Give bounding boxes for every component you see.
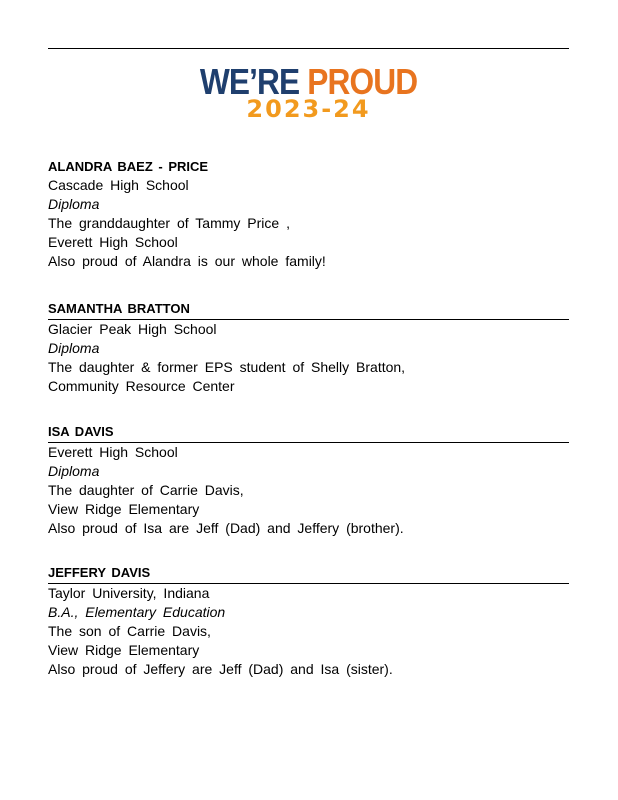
entry-name: JEFFERY DAVIS (48, 565, 151, 580)
entry-note: Also proud of Alandra is our whole family! (48, 253, 326, 269)
entry-name: ISA DAVIS (48, 424, 114, 439)
entry-relation: The son of Carrie Davis, (48, 623, 211, 639)
entry-note: Also proud of Isa are Jeff (Dad) and Jeffery (brother). (48, 520, 404, 536)
entry-degree: Diploma (48, 340, 100, 356)
page (48, 0, 569, 800)
entry-school: Cascade High School (48, 177, 189, 193)
logo-year: 2023-24 (246, 95, 371, 123)
entry-degree: Diploma (48, 463, 100, 479)
logo-title-part1: WE’RE (199, 61, 300, 102)
logo-title-part2: PROUD (307, 61, 418, 102)
entry-relation: The daughter of Carrie Davis, (48, 482, 244, 498)
top-rule (48, 48, 569, 49)
entry-workplace: View Ridge Elementary (48, 642, 200, 658)
entry-workplace: View Ridge Elementary (48, 501, 200, 517)
entry-degree: B.A., Elementary Education (48, 604, 226, 620)
entry-relation: The granddaughter of Tammy Price , (48, 215, 290, 231)
entry-school: Taylor University, Indiana (48, 585, 210, 601)
entry-workplace: Community Resource Center (48, 378, 235, 394)
were-proud-logo (48, 61, 569, 123)
entry-name: SAMANTHA BRATTON (48, 301, 190, 316)
entry-name: ALANDRA BAEZ - PRICE (48, 159, 209, 174)
entry-relation: The daughter & former EPS student of Shelly Bratton, (48, 359, 406, 375)
entry-samantha-bratton (48, 300, 569, 396)
logo-title (199, 61, 418, 102)
entry-school: Glacier Peak High School (48, 321, 217, 337)
entry-jeffery-davis (48, 564, 569, 679)
entry-degree: Diploma (48, 196, 100, 212)
entry-school: Everett High School (48, 444, 178, 460)
entry-isa-davis (48, 423, 569, 538)
entry-workplace: Everett High School (48, 234, 178, 250)
entry-note: Also proud of Jeffery are Jeff (Dad) and Isa (sister). (48, 661, 393, 677)
entry-alandra-baez-price (48, 158, 569, 271)
